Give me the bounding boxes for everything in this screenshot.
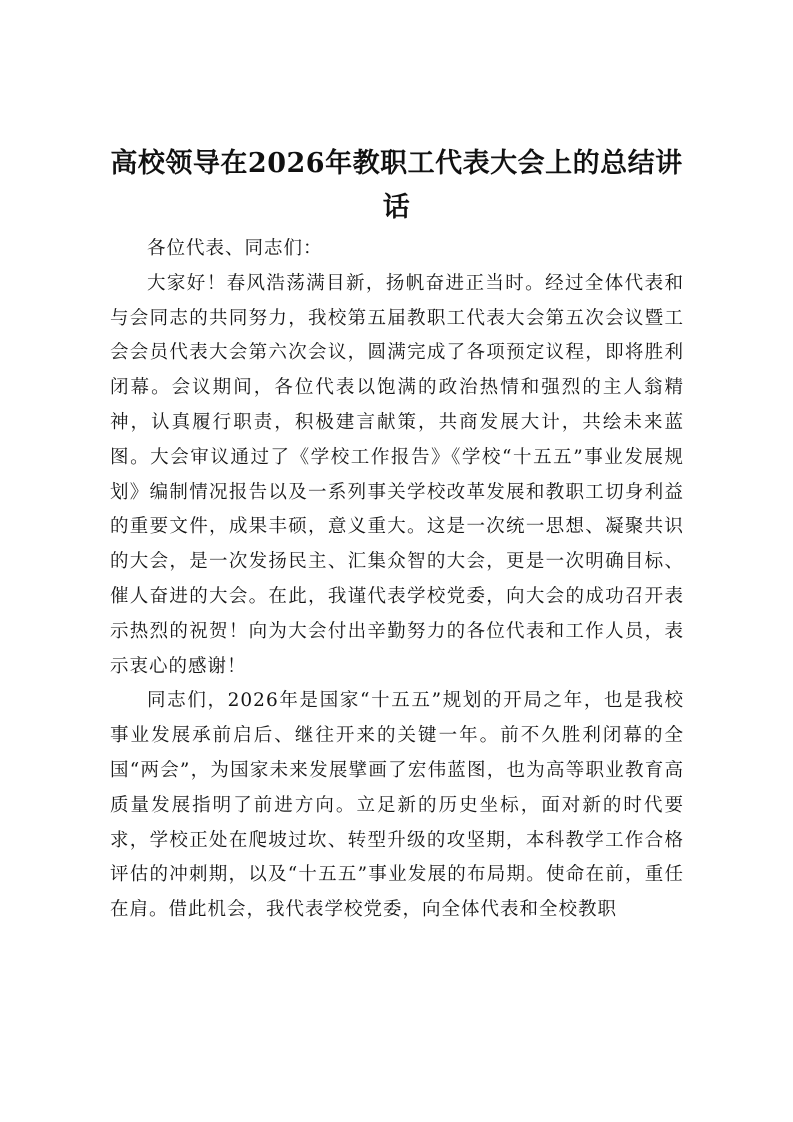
document-body (110, 232, 684, 928)
salutation: 各位代表、同志们： (147, 238, 323, 259)
document-title: 高校领导在2026年教职工代表大会上的总结讲话 (110, 148, 683, 223)
paragraph: 大家好！春风浩荡满目新，扬帆奋进正当时。经过全体代表和与会同志的共同努力，我校第五届教职工代表大会第五次会议暨工会会员代表大会第六次会议，圆满完成了各项预定议程，即将胜利闭幕。会议期间，各位代表以饱满的政治热情和强烈的主人翁精神，认真履行职责，积极建言献策，共商发展大计，共绘未来蓝图。大会审议通过了《学校工作报告》《学校“十五五”事业发展规划》编制情况报告以及一系列事关学校改革发展和教职工切身利益的重要文件，成果丰硕，意义重大。这是一次统一思想、凝聚共识的大会，是一次发扬民主、汇集众智的大会，更是一次明确目标、催人奋进的大会。在此，我谨代表学校党委，向大会的成功召开表示热烈的祝贺！向为大会付出辛勤努力的各位代表和工作人员，表示衷心的感谢！ (110, 272, 684, 677)
paragraph: 同志们，2026年是国家“十五五”规划的开局之年，也是我校事业发展承前启后、继往开来的关键一年。前不久胜利闭幕的全国“两会”，为国家未来发展擘画了宏伟蓝图，也为高等职业教育高质量发展指明了前进方向。立足新的历史坐标，面对新的时代要求，学校正处在爬坡过坎、转型升级的攻坚期，本科教学工作合格评估的冲刺期，以及“十五五”事业发展的布局期。使命在前，重任在肩。借此机会，我代表学校党委，向全体代表和全校教职 (110, 690, 684, 921)
